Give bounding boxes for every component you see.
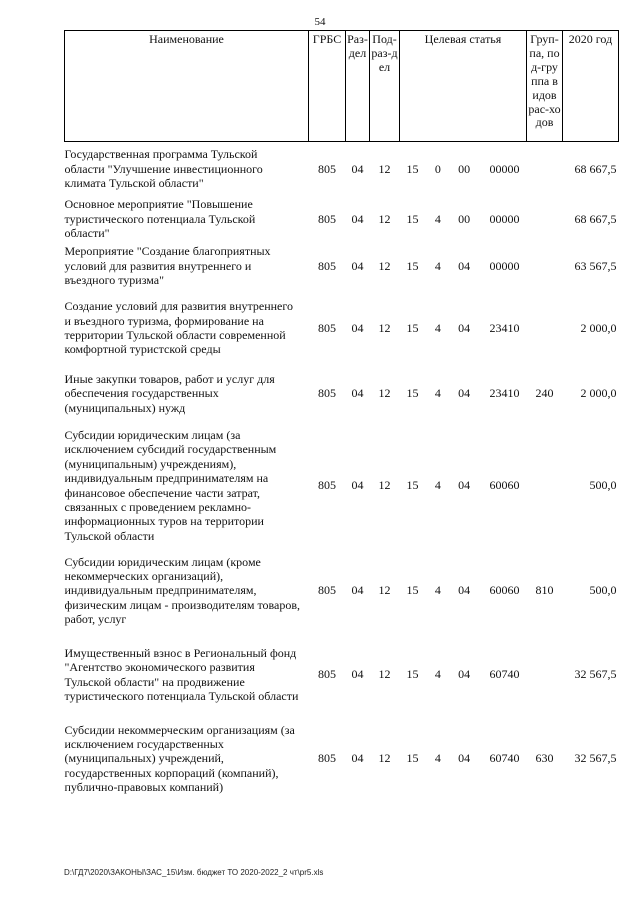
row-cs-direction: 00000 [489,211,520,226]
row-name: Субсидии юридическим лицам (кроме некоммерческих организаций), индивидуальным предпринимателям, физическим лицам - производителям товаров, работ, услуг [64,554,301,627]
row-amount: 32 567,5 [574,667,617,682]
row-amount: 68 667,5 [574,161,617,176]
header-name: Наименование [65,31,309,142]
row-celevaya [400,290,527,367]
row-amount: 68 667,5 [574,211,617,226]
row-cs-subprogram: 0 [434,161,441,176]
table-row [65,290,619,367]
table-row [65,243,619,290]
row-cs-program: 15 [406,258,419,273]
row-cs-subprogram: 4 [434,667,441,682]
row-cs-direction: 23410 [489,386,520,401]
row-podrazdel: 12 [378,258,391,273]
row-grbs: 805 [318,583,336,598]
header-celevaya: Целевая статья [400,31,527,142]
row-razdel: 04 [351,161,364,176]
table-row [65,631,619,719]
row-cs-subprogram: 4 [434,583,441,598]
row-name: Создание условий для развития внутреннего и въездного туризма, формирование на территории Тульской области современной комфортной туристской среды [64,299,294,357]
row-grbs: 805 [318,667,336,682]
row-razdel: 04 [351,386,364,401]
header-gruppa: Груп-па, под-группа видов рас-ходов [527,31,563,142]
row-celevaya [400,367,527,421]
footer-file-path: D:\ГД7\2020\ЗАКОНЫ\ЗАС_15\Изм. бюджет ТО 2020-2022_2 чт\pr5.xls [64,868,324,877]
row-razdel: 04 [351,258,364,273]
row-cs-program: 15 [406,211,419,226]
row-grbs: 805 [318,386,336,401]
row-cs-subprogram: 4 [434,258,441,273]
row-celevaya [400,142,527,196]
row-cs-event: 04 [458,386,471,401]
table-body [65,142,619,799]
row-cs-program: 15 [406,667,419,682]
header-year: 2020 год [563,31,619,142]
row-grbs: 805 [318,211,336,226]
row-name: Мероприятие "Создание благоприятных условий для развития внутреннего и въездного туризма" [64,244,271,288]
row-podrazdel: 12 [378,320,391,335]
row-razdel: 04 [351,751,364,766]
row-podrazdel: 12 [378,751,391,766]
row-podrazdel: 12 [378,386,391,401]
row-grbs: 805 [318,161,336,176]
row-cs-event: 04 [458,320,471,335]
row-razdel: 04 [351,667,364,682]
header-grbs: ГРБС [309,31,346,142]
row-cs-direction: 60740 [489,751,520,766]
row-grbs: 805 [318,320,336,335]
row-vr [527,196,563,243]
row-cs-direction: 00000 [489,258,520,273]
row-cs-program: 15 [406,583,419,598]
row-name: Иные закупки товаров, работ и услуг для обеспечения государственных (муниципальных) нужд [64,371,275,415]
row-name: Основное мероприятие "Повышение туристического потенциала Тульской области" [64,197,256,241]
row-name: Имущественный взнос в Региональный фонд "Агентство экономического развития Тульской области" на продвижение туристического потенциала Тульской области [64,645,299,703]
row-amount: 2 000,0 [580,320,617,335]
row-vr [527,290,563,367]
row-cs-program: 15 [406,386,419,401]
row-cs-direction: 23410 [489,320,520,335]
header-razdel: Раз-дел [346,31,370,142]
row-celevaya [400,719,527,799]
row-grbs: 805 [318,258,336,273]
row-vr [527,631,563,719]
row-cs-event: 04 [458,478,471,493]
row-cs-subprogram: 4 [434,320,441,335]
row-name: Субсидии некоммерческим организациям (за исключением государственных (муниципальных) учреждений, государственных корпораций (компаний), публично-правовых компаний) [64,722,295,795]
row-vr [527,421,563,551]
row-cs-event: 04 [458,667,471,682]
page-number: 54 [314,16,326,28]
row-vr [527,243,563,290]
row-vr [527,142,563,196]
table-header [65,31,619,142]
row-cs-event: 00 [458,161,471,176]
row-amount: 500,0 [589,583,617,598]
row-cs-event: 04 [458,751,471,766]
row-celevaya [400,631,527,719]
row-cs-direction: 60060 [489,583,520,598]
row-cs-program: 15 [406,751,419,766]
row-cs-event: 04 [458,258,471,273]
row-razdel: 04 [351,478,364,493]
row-cs-direction: 60060 [489,478,520,493]
row-amount: 63 567,5 [574,258,617,273]
row-podrazdel: 12 [378,583,391,598]
table-row [65,551,619,631]
table-row [65,421,619,551]
row-cs-subprogram: 4 [434,386,441,401]
row-razdel: 04 [351,320,364,335]
table-row [65,367,619,421]
budget-table [64,30,619,799]
table-row [65,719,619,799]
row-celevaya [400,243,527,290]
row-cs-program: 15 [406,320,419,335]
row-cs-subprogram: 4 [434,478,441,493]
table-row [65,142,619,196]
row-cs-program: 15 [406,161,419,176]
row-podrazdel: 12 [378,161,391,176]
row-name: Государственная программа Тульской области "Улучшение инвестиционного климата Тульской области" [64,147,263,190]
row-celevaya [400,196,527,243]
row-razdel: 04 [351,211,364,226]
row-grbs: 805 [318,478,336,493]
row-cs-direction: 60740 [489,667,520,682]
row-razdel: 04 [351,583,364,598]
row-grbs: 805 [318,751,336,766]
table-row [65,196,619,243]
row-cs-direction: 00000 [489,161,520,176]
row-cs-subprogram: 4 [434,211,441,226]
row-vr: 240 [535,386,554,401]
row-amount: 32 567,5 [574,751,617,766]
row-podrazdel: 12 [378,211,391,226]
row-name: Субсидии юридическим лицам (за исключением субсидий государственным (муниципальным) учреждениям), индивидуальным предпринимателям на финансовое обеспечение части затрат, связанных с проведением рекламно-информационных туров на территории Тульской области [64,427,277,543]
header-podrazdel: Под-раз-дел [370,31,400,142]
row-celevaya [400,551,527,631]
row-vr: 810 [535,583,554,598]
row-podrazdel: 12 [378,478,391,493]
row-celevaya [400,421,527,551]
row-cs-event: 00 [458,211,471,226]
row-podrazdel: 12 [378,667,391,682]
row-vr: 630 [535,751,554,766]
row-cs-subprogram: 4 [434,751,441,766]
row-amount: 500,0 [589,478,617,493]
row-cs-program: 15 [406,478,419,493]
row-cs-event: 04 [458,583,471,598]
row-amount: 2 000,0 [580,386,617,401]
